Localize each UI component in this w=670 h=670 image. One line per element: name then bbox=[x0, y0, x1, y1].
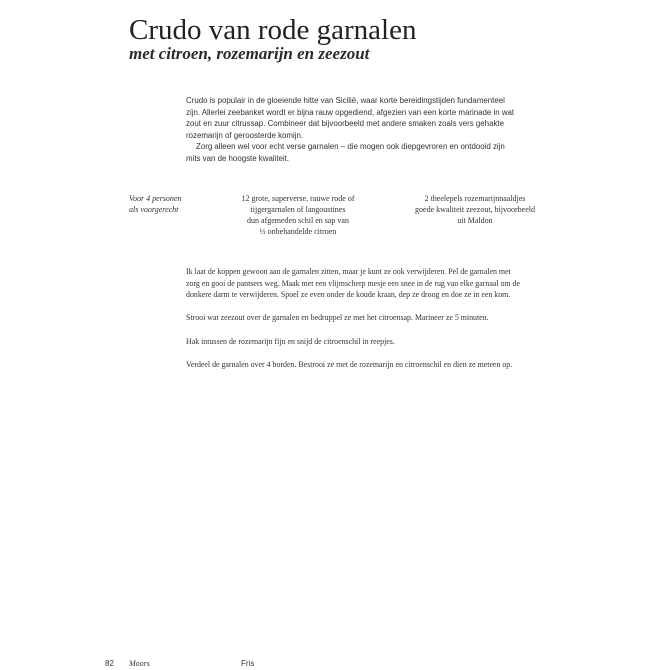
ingredient-line: ½ onbehandelde citroen bbox=[259, 227, 337, 236]
ingredient-line: 2 theelepels rozemarijnnaaldjes bbox=[424, 194, 526, 203]
intro-text bbox=[186, 95, 516, 165]
method-step: Ik laat de koppen gewoon aan de garnalen zitten, maar je kunt ze ook verwijderen. Pel de garnalen met zorg en gooi de pantsers weg. Maak met een vlijmscherp mesje een snee in de rug van elke garnaal om de donkere darm te verwijderen. Spoel ze even onder de koude kraan, dep ze droog en doe ze in een kom. bbox=[186, 267, 520, 300]
intro-paragraph: Crudo is populair in de gloeiende hitte van Sicilië, waar korte bereidingstijden fundamenteel zijn. Allerlei zeebanket wordt er bijna rauw opgediend, afgezien van een korte marinade in wat zout en zuur citrussap. Combineer dat bijvoorbeeld met andere smaken zoals vers gehakte rozemarijn of geroosterde komijn. bbox=[186, 96, 515, 140]
serving-info bbox=[129, 193, 219, 215]
ingredient-line: goede kwaliteit zeezout, bijvoorbeeld bbox=[415, 205, 535, 214]
intro-paragraph: Zorg alleen wel voor echt verse garnalen – die mogen ook diepgevroren en ontdooid zijn mits van de hoogste kwaliteit. bbox=[186, 142, 505, 163]
recipe-title: Crudo van rode garnalen bbox=[129, 14, 417, 46]
ingredient bbox=[226, 215, 370, 237]
method-step: Strooi wat zeezout over de garnalen en bedruppel ze met het citroensap. Marineer ze 5 minuten. bbox=[186, 313, 489, 323]
ingredient bbox=[226, 193, 370, 215]
ingredient-line: tijgergarnalen of langoustines bbox=[250, 205, 346, 214]
serving-line: als voorgerecht bbox=[129, 205, 179, 214]
ingredient-line: 12 grote, superverse, rauwe rode of bbox=[241, 194, 355, 203]
ingredient bbox=[392, 193, 558, 204]
ingredient-line: uit Maldon bbox=[457, 216, 493, 225]
ingredient bbox=[392, 204, 558, 226]
ingredients-column-1 bbox=[226, 193, 370, 237]
serving-line: Voor 4 personen bbox=[129, 194, 182, 203]
recipe-subtitle: met citroen, rozemarijn en zeezout bbox=[129, 44, 370, 63]
ingredient-line: dun afgemeden schil en sap van bbox=[247, 216, 349, 225]
method-steps bbox=[186, 266, 526, 382]
chapter-name: Fris bbox=[241, 659, 255, 668]
book-section: Moors bbox=[129, 659, 150, 668]
ingredients-column-2 bbox=[392, 193, 558, 226]
method-step: Hak intussen de rozemarijn fijn en snijd de citroenschil in reepjes. bbox=[186, 336, 395, 346]
page-number: 82 bbox=[105, 659, 114, 668]
method-step: Verdeel de garnalen over 4 borden. Bestrooi ze met de rozemarijn en citroenschil en dien ze meteen op. bbox=[186, 359, 513, 369]
